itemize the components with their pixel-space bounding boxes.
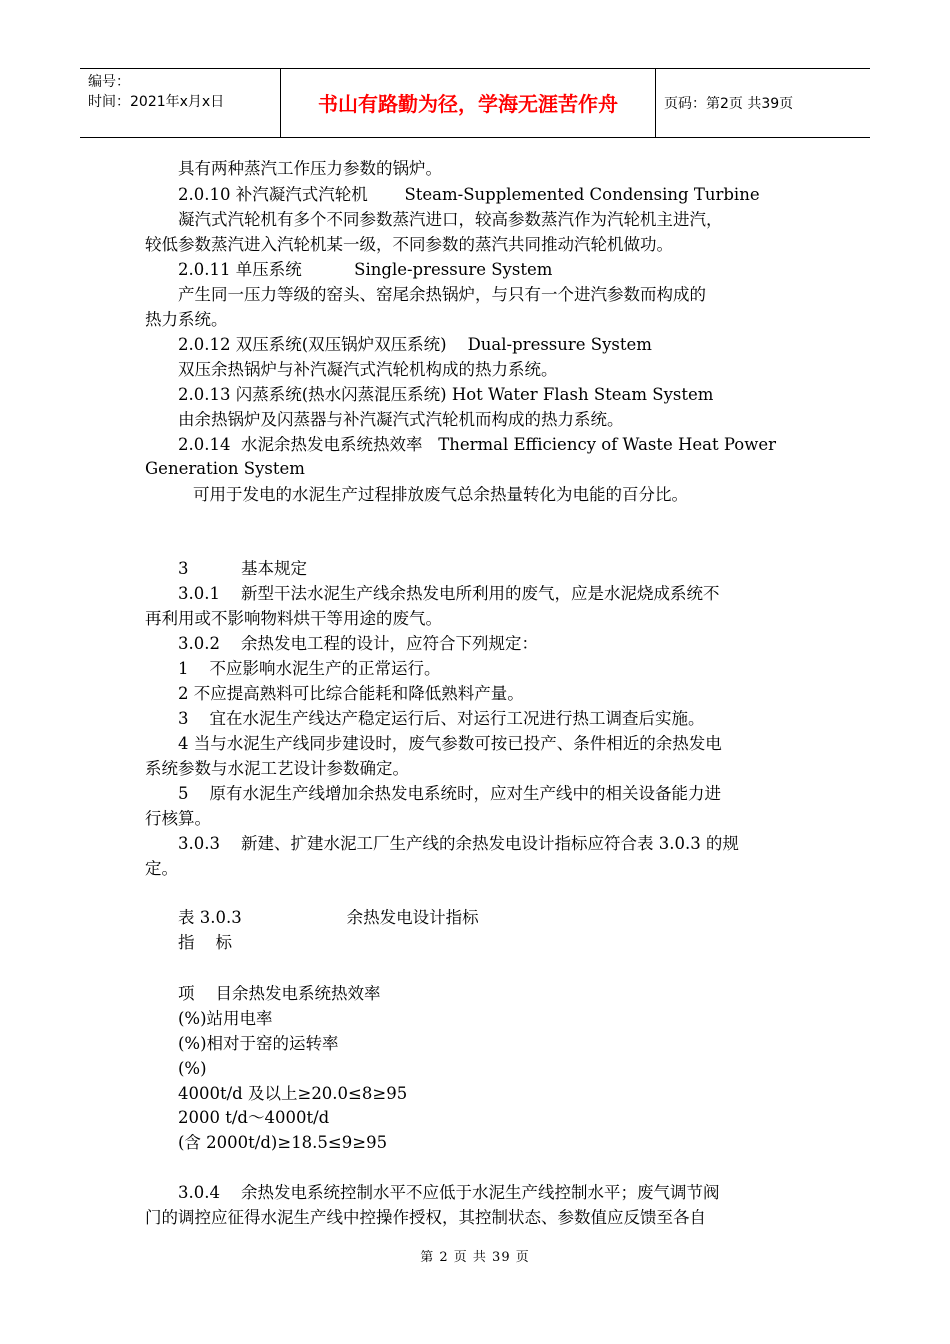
text-line: 4 当与水泥生产线同步建设时，废气参数可按已投产、条件相近的余热发电: [178, 734, 722, 753]
text-line: 1 不应影响水泥生产的正常运行。: [178, 659, 441, 678]
table-caption: 表 3.0.3 余热发电设计指标: [178, 908, 479, 927]
text-line: 具有两种蒸汽工作压力参数的锅炉。: [178, 159, 442, 178]
table-text: 2000 t/d～4000t/d: [178, 1108, 330, 1127]
text-line: Generation System: [145, 459, 305, 478]
text-line: 较低参数蒸汽进入汽轮机某一级，不同参数的蒸汽共同推动汽轮机做功。: [145, 235, 673, 254]
text-line: 热力系统。: [145, 310, 228, 329]
text-line: 5 原有水泥生产线增加余热发电系统时，应对生产线中的相关设备能力进: [178, 784, 721, 803]
table-text: 指 标: [178, 933, 232, 952]
text-line: 3.0.3 新建、扩建水泥工厂生产线的余热发电设计指标应符合表 3.0.3 的规: [178, 834, 739, 853]
text-line: 可用于发电的水泥生产过程排放废气总余热量转化为电能的百分比。: [193, 485, 688, 504]
text-line: 2.0.11 单压系统 Single-pressure System: [178, 260, 553, 279]
table-text: (%)相对于窑的运转率: [178, 1034, 339, 1053]
text-line: 2.0.10 补汽凝汽式汽轮机 Steam-Supplemented Condensing Turbine: [178, 185, 760, 204]
section-heading: 3 基本规定: [178, 559, 307, 578]
text-line: 3.0.1 新型干法水泥生产线余热发电所利用的废气，应是水泥烧成系统不: [178, 584, 720, 603]
text-line: 3.0.2 余热发电工程的设计，应符合下列规定：: [178, 634, 538, 653]
text-line: 再利用或不影响物料烘干等用途的废气。: [145, 609, 442, 628]
table-text: (含 2000t/d)≥18.5≤9≥95: [178, 1133, 388, 1152]
table-text: (%)站用电率: [178, 1009, 273, 1028]
table-text: 项 目余热发电系统热效率: [178, 984, 381, 1003]
page-code: 页码：第2页 共39页: [664, 96, 794, 112]
header-motto: 书山有路勤为径，学海无涯苦作舟: [318, 92, 618, 116]
text-line: 3 宜在水泥生产线达产稳定运行后、对运行工况进行热工调查后实施。: [178, 709, 705, 728]
text-line: 2 不应提高熟料可比综合能耗和降低熟料产量。: [178, 684, 524, 703]
table-text: 4000t/d 及以上≥20.0≤8≥95: [178, 1084, 408, 1103]
text-line: 2.0.13 闪蒸系统(热水闪蒸混压系统) Hot Water Flash Steam System: [178, 385, 714, 404]
text-line: 3.0.4 余热发电系统控制水平不应低于水泥生产线控制水平；废气调节阀: [178, 1183, 720, 1202]
text-line: 门的调控应征得水泥生产线中控操作授权，其控制状态、参数值应反馈至各自: [145, 1208, 706, 1227]
text-line: 由余热锅炉及闪蒸器与补汽凝汽式汽轮机而构成的热力系统。: [178, 410, 624, 429]
text-line: 凝汽式汽轮机有多个不同参数蒸汽进口，较高参数蒸汽作为汽轮机主进汽，: [178, 210, 723, 229]
time-label: 时间：2021年x月x日: [88, 94, 225, 110]
table-text: (%): [178, 1059, 207, 1078]
text-line: 双压余热锅炉与补汽凝汽式汽轮机构成的热力系统。: [178, 360, 558, 379]
page-footer: 第 2 页 共 39 页: [420, 1250, 530, 1265]
number-label: 编号：: [88, 74, 130, 90]
text-line: 系统参数与水泥工艺设计参数确定。: [145, 759, 409, 778]
text-line: 行核算。: [145, 809, 211, 828]
text-line: 定。: [145, 859, 178, 878]
text-line: 2.0.12 双压系统(双压锅炉双压系统) Dual-pressure System: [178, 335, 652, 354]
text-line: 产生同一压力等级的窑头、窑尾余热锅炉，与只有一个进汽参数而构成的: [178, 285, 706, 304]
text-line: 2.0.14 水泥余热发电系统热效率 Thermal Efficiency of Waste Heat Power: [178, 435, 777, 454]
